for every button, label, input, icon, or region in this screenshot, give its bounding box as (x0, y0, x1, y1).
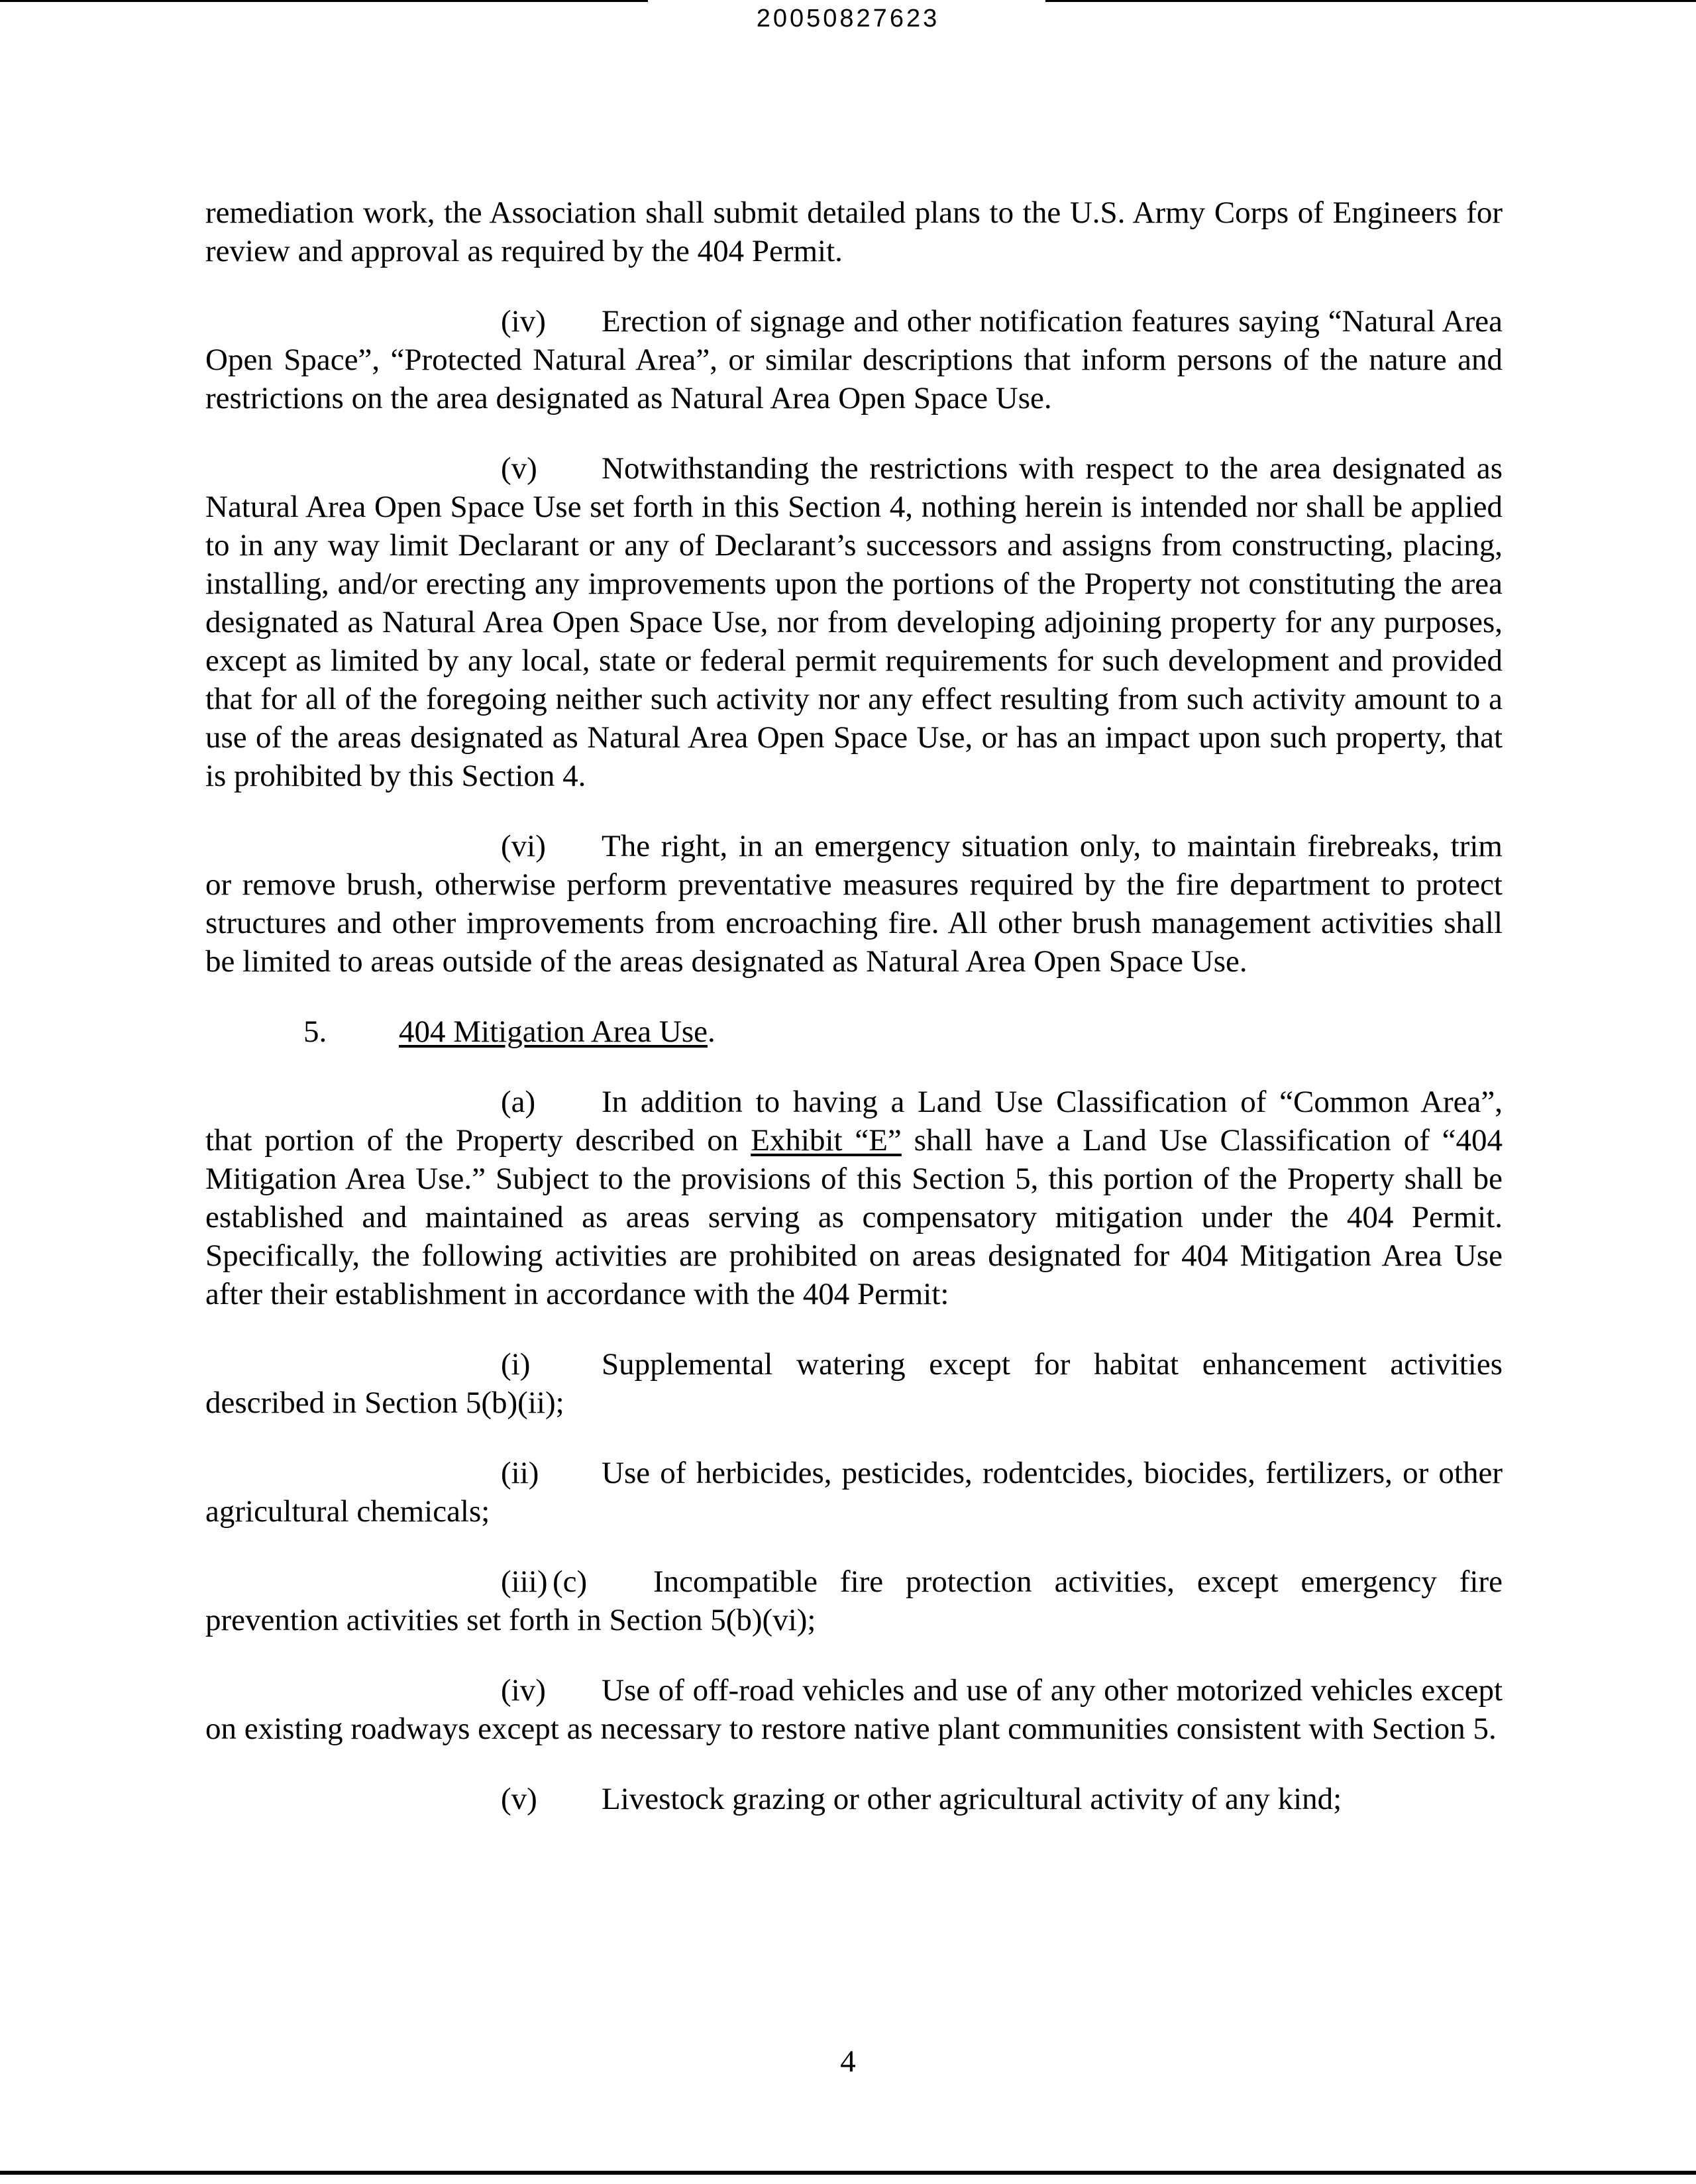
item-number: (iv) (501, 1673, 546, 1708)
top-border-left (0, 0, 648, 2)
top-border-right (1045, 0, 1696, 2)
paragraph-5a-iv (205, 1671, 1503, 1748)
paragraph-text: The right, in an emergency situation only, to maintain firebreaks, trim or remove brush, otherwise perform preventative measures required by the fire department to protect structures and other improvements from encroaching fire. All other brush management activities shall be limited to areas outside of the areas designated as Natural Area Open Space Use. (205, 829, 1503, 979)
item-number: (vi) (501, 829, 546, 863)
paragraph-v (205, 449, 1503, 795)
bottom-border (0, 2171, 1696, 2175)
paragraph-iv (205, 302, 1503, 417)
paragraph-5a-i (205, 1345, 1503, 1422)
paragraph-text: Incompatible fire protection activities, except emergency fire prevention activities set forth in Section 5(b)(vi); (205, 1564, 1503, 1637)
item-number: (v) (501, 451, 537, 486)
item-number: (iv) (501, 304, 546, 339)
paragraph-text: Use of herbicides, pesticides, rodentcides, biocides, fertilizers, or other agricultural chemicals; (205, 1456, 1503, 1529)
paragraph-text: Use of off-road vehicles and use of any other motorized vehicles except on existing roadways except as necessary to restore native plant communities consistent with Section 5. (205, 1673, 1503, 1746)
section-title-period: . (708, 1014, 716, 1049)
paragraph-text: Supplemental watering except for habitat enhancement activities described in Section 5(b)(ii); (205, 1347, 1503, 1420)
paragraph-text: Notwithstanding the restrictions with respect to the area designated as Natural Area Open Space Use set forth in this Section 4, nothing herein is intended nor shall be applied to in any way limit Declarant or any of Declarant’s successors and assigns from constructing, placing, installing, and/or erecting any improvements upon the portions of the Property not constituting the area designated as Natural Area Open Space Use, nor from developing adjoining property for any purposes, except as limited by any local, state or federal permit requirements for such development and provided that for all of the foregoing neither such activity nor any effect resulting from such activity amount to a use of the areas designated as Natural Area Open Space Use, or has an impact upon such property, that is prohibited by this Section 4. (205, 451, 1503, 793)
paragraph-5a-iii (205, 1562, 1503, 1639)
item-number: (i) (501, 1347, 531, 1382)
paragraph-text: Livestock grazing or other agricultural activity of any kind; (602, 1782, 1342, 1816)
item-number: (v) (501, 1782, 537, 1816)
section-number: 5. (303, 1014, 327, 1049)
section-title: 404 Mitigation Area Use (399, 1014, 708, 1049)
paragraph-text: In addition to having a Land Use Classification of “Common Area”, that portion of the Property described on (205, 1085, 1503, 1158)
document-number: 20050827623 (756, 5, 940, 32)
paragraph-5a-v (205, 1780, 1503, 1818)
item-number: (a) (501, 1085, 536, 1119)
paragraph-continuation: remediation work, the Association shall submit detailed plans to the U.S. Army Corps of Engineers for review and approval as required by the 404 Permit. (205, 195, 1503, 268)
section-5-heading (205, 1012, 1503, 1051)
sub-item-number: (c) (553, 1564, 588, 1599)
paragraph-text: shall have a Land Use Classification of “404 Mitigation Area Use.” Subject to the provisions of this Section 5, this portion of the Property shall be established and maintained as areas serving as compensatory mitigation under the 404 Permit. Specifically, the following activities are prohibited on areas designated for 404 Mitigation Area Use after their establishment in accordance with the 404 Permit: (205, 1123, 1503, 1311)
exhibit-reference: Exhibit “E” (751, 1123, 902, 1158)
paragraph-vi (205, 827, 1503, 981)
paragraph-text: Erection of signage and other notification features saying “Natural Area Open Space”, “Protected Natural Area”, or similar descriptions that inform persons of the nature and restrictions on the area designated as Natural Area Open Space Use. (205, 304, 1503, 415)
paragraph-5a (205, 1083, 1503, 1313)
page-number: 4 (840, 2044, 856, 2079)
page-body (205, 193, 1503, 1850)
paragraph-5a-ii (205, 1454, 1503, 1531)
item-number: (iii) (501, 1564, 548, 1599)
item-number: (ii) (501, 1456, 539, 1490)
